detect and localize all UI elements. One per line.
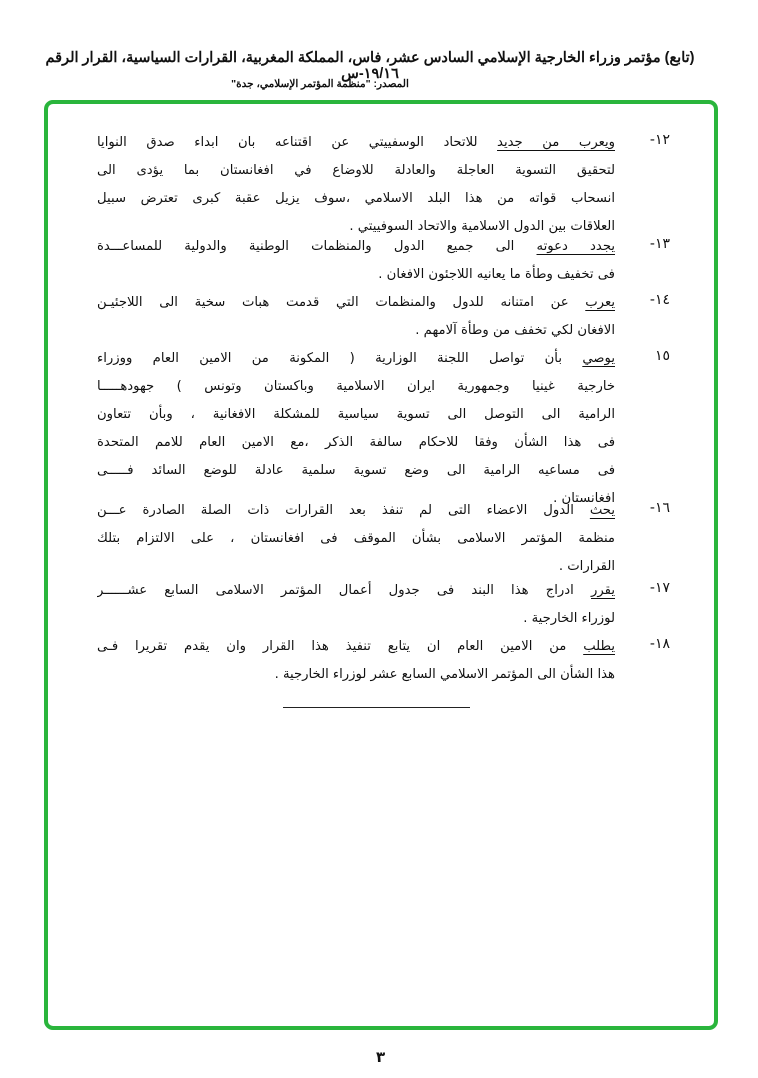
item-line [97, 580, 615, 608]
item-line-text: الدول الاعضاء التى لم تنفذ بعد القرارات ذات الصلة الصادرة عـــن [97, 503, 590, 518]
item-number: ١٦- [649, 500, 670, 516]
item-line-text: عن امتنانه للدول والمنظمات التي قدمت هبات سخية الى اللاجئيـن [97, 295, 586, 310]
item-keyword: يوصي [582, 351, 615, 366]
item-number: ١٢- [649, 132, 670, 148]
item-line-text: الى جميع الدول والمنظمات الوطنية والدولية للمساعـــدة [97, 239, 537, 254]
item-line [97, 348, 615, 376]
page-number: ٣ [376, 1048, 386, 1066]
document-source: المصدر: "منظمة المؤتمر الإسلامي، جدة" [231, 78, 409, 90]
item-line: لتحقيق التسوية العاجلة والعادلة للاوضاع في افغانستان بما يؤدى الى [97, 163, 615, 178]
item-line: الرامية الى التوصل الى تسوية سياسية للمشكلة الافغانية ، وبأن تتعاون [97, 407, 615, 422]
item-line: افغانستان . [553, 491, 615, 506]
item-line [97, 500, 615, 528]
item-line-text: من الامين العام ان يتابع تنفيذ هذا القرار وان يقدم تقريرا فـى [97, 639, 584, 654]
item-line: القرارات . [558, 559, 615, 574]
item-line: منظمة المؤتمر الاسلامى بشأن الموقف فى افغانستان ، على الالتزام بتلك [97, 531, 615, 546]
item-line: لوزراء الخارجية . [523, 611, 615, 626]
item-number: ١٤- [649, 292, 670, 308]
item-line: العلاقات بين الدول الاسلامية والاتحاد السوفييتي . [349, 219, 615, 234]
item-line [97, 132, 615, 160]
item-number: ١٧- [649, 580, 670, 596]
item-line: خارجية غينيا وجمهورية ايران الاسلامية وباكستان وتونس ) جهودهـــــا [97, 379, 615, 394]
item-line-text: للاتحاد الوسفييتي عن اقتناعه بان ابداء صدق النوايا [97, 135, 498, 150]
item-line [97, 236, 615, 264]
item-keyword: يحث [589, 503, 615, 518]
item-body [97, 236, 615, 292]
item-keyword: ويعرب من جديد [497, 135, 615, 150]
item-keyword: يعرب [585, 295, 615, 310]
item-line: فى هذا الشأن وفقا للاحكام سالفة الذكر ،مع الامين العام للامم المتحدة [97, 435, 615, 450]
item-body [97, 292, 615, 348]
item-body [97, 348, 615, 516]
end-rule [283, 707, 470, 708]
item-body [97, 132, 615, 244]
item-line: فى مساعيه الرامية الى وضع تسوية سلمية عادلة للوضع السائد فـــــى [97, 463, 615, 478]
item-line-text: ادراج هذا البند فى جدول أعمال المؤتمر الاسلامى السابع عشــــــر [97, 583, 591, 598]
item-line: هذا الشأن الى المؤتمر الاسلامي السابع عشر لوزراء الخارجية . [274, 667, 615, 682]
item-body [97, 500, 615, 584]
item-body [97, 580, 615, 636]
item-body [97, 636, 615, 692]
item-line-text: بأن تواصل اللجنة الوزارية ( المكونة من الامين العام ووزراء [97, 351, 583, 366]
item-line [97, 292, 615, 320]
item-number: ١٨- [649, 636, 670, 652]
item-keyword: يطلب [583, 639, 615, 654]
item-line: انسحاب قواته من هذا البلد الاسلامي ،سوف يزيل عقبة كبرى تعترض سبيل [97, 191, 615, 206]
item-number: ١٥ [654, 348, 670, 364]
item-number: ١٣- [649, 236, 670, 252]
document-title: (تابع) مؤتمر وزراء الخارجية الإسلامي السادس عشر، فاس، المملكة المغربية، القرارات السياسية، القرار الرقم ١٩/١٦-س [45, 50, 695, 82]
item-line [97, 636, 615, 664]
item-keyword: يجدد دعوته [536, 239, 615, 254]
item-line: فى تخفيف وطأة ما يعانيه اللاجئون الافغان . [378, 267, 615, 282]
item-line: الافغان لكي تخفف من وطأة آلامهم . [415, 323, 615, 338]
item-keyword: يقرر [591, 583, 615, 598]
